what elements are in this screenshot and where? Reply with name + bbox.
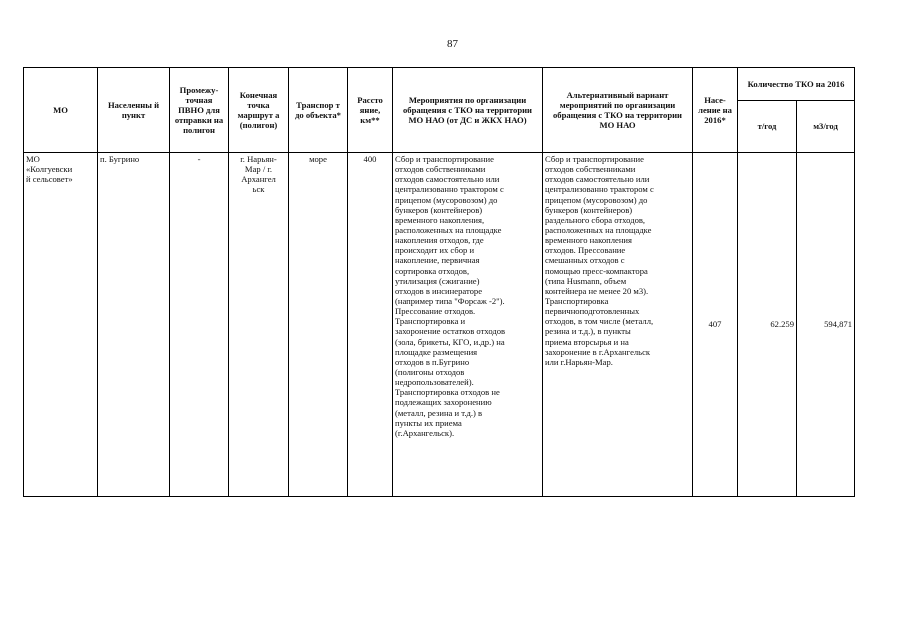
table-row: [24, 153, 855, 497]
header-alternative: Альтернативный вариант мероприятий по организации обращения с ТКО на территории МО НАО: [543, 68, 693, 153]
tko-table: [23, 67, 855, 497]
cell-population: [693, 153, 738, 497]
transport-text: море: [309, 154, 327, 164]
cell-alternative: [543, 153, 693, 497]
cell-endpoint: [229, 153, 289, 497]
mo-text: МО «Колгуевски й сельсовет»: [26, 154, 73, 185]
tko-m3-text: 594,871: [824, 319, 853, 330]
header-endpoint: Конечная точка маршрут а (полигон): [229, 68, 289, 153]
endpoint-text: г. Нарьян- Мар / г. Архангел ьск: [240, 154, 277, 195]
cell-settlement: [98, 153, 170, 497]
header-transport: Транспор т до объекта*: [289, 68, 348, 153]
header-measures: Мероприятия по организации обращения с ТКО на территории МО НАО (от ДС и ЖКХ НАО): [393, 68, 543, 153]
header-tko-tons: т/год: [738, 101, 797, 153]
measures-text: Сбор и транспортирование отходов собственниками отходов самостоятельно или централизованно трактором с прицепом (мусоровозом) до бункеров (контейнеров) временного накопления, расположенных на площадке накопления отходов, где происходит их сбор и накопление, первичная сортировка отходов, утилизация (сжигание) отходов в инсинераторе (например типа "Форсаж -2"). Прессование отходов. Транспортировка и захоронение остатков отходов (зола, брикеты, КГО, и.др.) на площадке размещения отходов в п.Бугрино (полигоны отходов недропользователей). Транспортировка отходов не подлежащих захоронению (металл, резина и т.д.) в пункты их приема (г.Архангельск).: [395, 154, 506, 438]
cell-measures: [393, 153, 543, 497]
header-population: Насе-ление на 2016*: [693, 68, 738, 153]
cell-distance: [348, 153, 393, 497]
table-header: [24, 68, 855, 153]
distance-text: 400: [363, 154, 377, 164]
header-mo: МО: [24, 68, 98, 153]
settlement-text: п. Бугрино: [100, 154, 140, 164]
page-number: 87: [447, 38, 458, 50]
cell-tko-tons: [738, 153, 797, 497]
header-distance: Рассто яние, км**: [348, 68, 393, 153]
cell-mo: [24, 153, 98, 497]
cell-transport: [289, 153, 348, 497]
header-tko-quantity: Количество ТКО на 2016: [738, 68, 855, 101]
tko-tons-text: 62.259: [770, 319, 794, 330]
population-text: 407: [708, 319, 722, 330]
header-intermediate: Промежу-точная ПВНО для отправки на полигон: [170, 68, 229, 153]
intermediate-text: -: [197, 154, 201, 164]
header-settlement: Населенны й пункт: [98, 68, 170, 153]
cell-tko-m3: [797, 153, 855, 497]
header-tko-m3: м3/год: [797, 101, 855, 153]
cell-intermediate: [170, 153, 229, 497]
alternative-text: Сбор и транспортирование отходов собственниками отходов самостоятельно или централизованно трактором с прицепом (мусоровозом) до бункеров (контейнеров) раздельного сбора отходов, расположенных на площадке временного накопления отходов. Прессование смешанных отходов с помощью пресс-компактора (типа Husmann, объем контейнера не менее 20 м3). Транспортировка первичноподготовленных отходов, в том числе (металл, резина и т.д.), в пункты приема вторсырья и на захоронение в г.Архангельск или г.Нарьян-Мар.: [545, 154, 654, 367]
